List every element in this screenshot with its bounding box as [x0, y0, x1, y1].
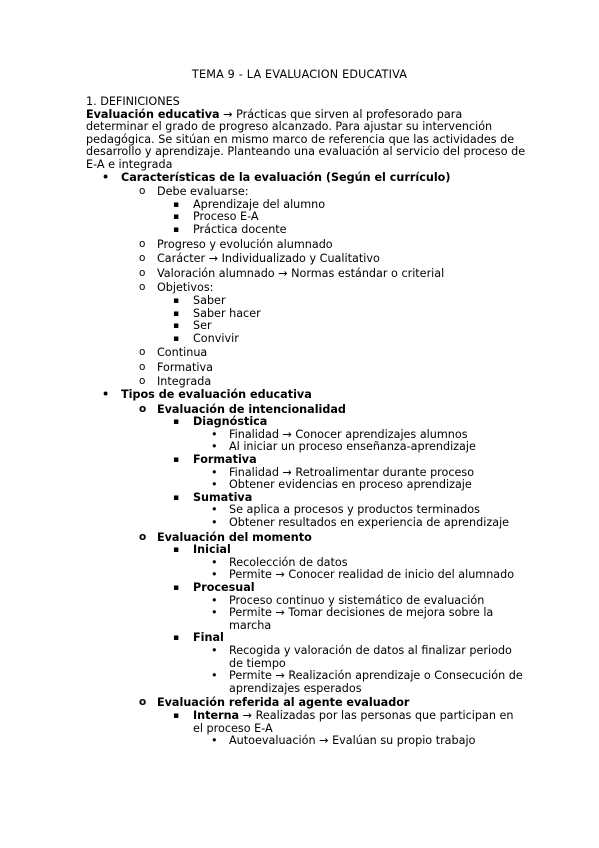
list-item: • Al iniciar un proceso enseñanza-aprendizaje	[193, 441, 526, 454]
item-label: Inicial	[193, 543, 231, 557]
intencionalidad-heading: Evaluación de intencionalidad	[157, 402, 346, 416]
list-item: • Autoevaluación → Evalúan su propio trabajo	[193, 735, 526, 748]
list-item: • Proceso continuo y sistemático de evaluación	[193, 595, 526, 608]
caracteristicas-list	[121, 186, 526, 389]
list-item: o Continua	[121, 347, 526, 360]
item-label: Interna	[193, 708, 240, 722]
sublist	[193, 429, 526, 454]
definition-paragraph	[86, 109, 526, 172]
list-item	[157, 632, 526, 695]
item-label: Sumativa	[193, 490, 253, 504]
item-label: Final	[193, 631, 224, 645]
list-item: o Carácter → Individualizado y Cualitativo	[121, 253, 526, 266]
list-item: ▪ Convivir	[157, 333, 526, 346]
sublist	[193, 557, 526, 582]
list-item: • Finalidad → Conocer aprendizajes alumnos	[193, 429, 526, 442]
definition-text: Prácticas que sirven al profesorado para determinar el grado de progreso alcanzado. Para ajustar su intervención pedagógica. Se sitúan en mismo marco de referencia que las actividades de desarrollo y aprendizaje. Planteando una evaluación al servicio del proceso de E-A e integrada	[86, 107, 526, 171]
list-item: ▪ Aprendizaje del alumno	[157, 199, 526, 212]
tipos-list	[121, 404, 526, 748]
sublist	[193, 504, 526, 529]
list-item: • Recolección de datos	[193, 557, 526, 570]
sublist	[157, 544, 526, 695]
caracteristicas-heading: Características de la evaluación (Según el currículo)	[121, 170, 451, 184]
sublist	[157, 710, 526, 748]
sublist	[193, 595, 526, 633]
list-item	[157, 582, 526, 632]
list-item: o Valoración alumnado → Normas estándar o criterial	[121, 268, 526, 281]
document-body	[86, 96, 526, 748]
item-label: Procesual	[193, 580, 255, 594]
sublist	[157, 199, 526, 237]
list-item: ▪ Práctica docente	[157, 224, 526, 237]
list-item: o Progreso y evolución alumnado	[121, 239, 526, 252]
sublist	[157, 416, 526, 529]
list-item-caracteristicas	[86, 172, 526, 390]
top-list	[86, 172, 526, 748]
list-item: • Permite → Realización aprendizaje o Consecución de aprendizajes esperados	[193, 670, 526, 695]
list-item	[121, 186, 526, 236]
list-item: ▪ Proceso E-A	[157, 211, 526, 224]
list-item: o Formativa	[121, 362, 526, 375]
agente-heading: Evaluación referida al agente evaluador	[157, 696, 410, 710]
list-item: • Recogida y valoración de datos al finalizar periodo de tiempo	[193, 645, 526, 670]
item-label: Diagnóstica	[193, 415, 268, 429]
list-item	[121, 697, 526, 747]
list-item	[157, 710, 526, 748]
list-item: • Permite → Tomar decisiones de mejora sobre la marcha	[193, 607, 526, 632]
sublist	[157, 295, 526, 345]
definition-term: Evaluación educativa	[86, 107, 220, 121]
item-text: Objetivos:	[157, 281, 214, 295]
sublist	[193, 645, 526, 695]
list-item: o Integrada	[121, 376, 526, 389]
list-item	[121, 532, 526, 696]
list-item	[157, 544, 526, 582]
list-item	[157, 492, 526, 530]
tipos-heading: Tipos de evaluación educativa	[121, 388, 312, 402]
document-title: TEMA 9 - LA EVALUACION EDUCATIVA	[191, 68, 408, 81]
momento-heading: Evaluación del momento	[157, 530, 312, 544]
sublist	[193, 467, 526, 492]
list-item: • Permite → Conocer realidad de inicio del alumnado	[193, 569, 526, 582]
list-item	[121, 404, 526, 530]
list-item	[121, 282, 526, 345]
sublist	[193, 735, 526, 748]
list-item: • Obtener resultados en experiencia de aprendizaje	[193, 517, 526, 530]
arrow-icon: →	[242, 708, 253, 722]
list-item: • Finalidad → Retroalimentar durante proceso	[193, 467, 526, 480]
item-text: Realizadas por las personas que participan en el proceso E-A	[193, 708, 514, 735]
item-label: Formativa	[193, 453, 257, 467]
list-item: ▪ Saber	[157, 295, 526, 308]
item-text: Debe evaluarse:	[157, 185, 249, 199]
list-item: ▪ Ser	[157, 320, 526, 333]
list-item: ▪ Saber hacer	[157, 308, 526, 321]
arrow-icon: →	[223, 107, 233, 121]
list-item: • Se aplica a procesos y productos terminados	[193, 504, 526, 517]
list-item-tipos	[86, 389, 526, 748]
section-heading: 1. DEFINICIONES	[86, 95, 180, 108]
list-item	[157, 454, 526, 492]
list-item	[157, 416, 526, 454]
list-item: • Obtener evidencias en proceso aprendizaje	[193, 479, 526, 492]
